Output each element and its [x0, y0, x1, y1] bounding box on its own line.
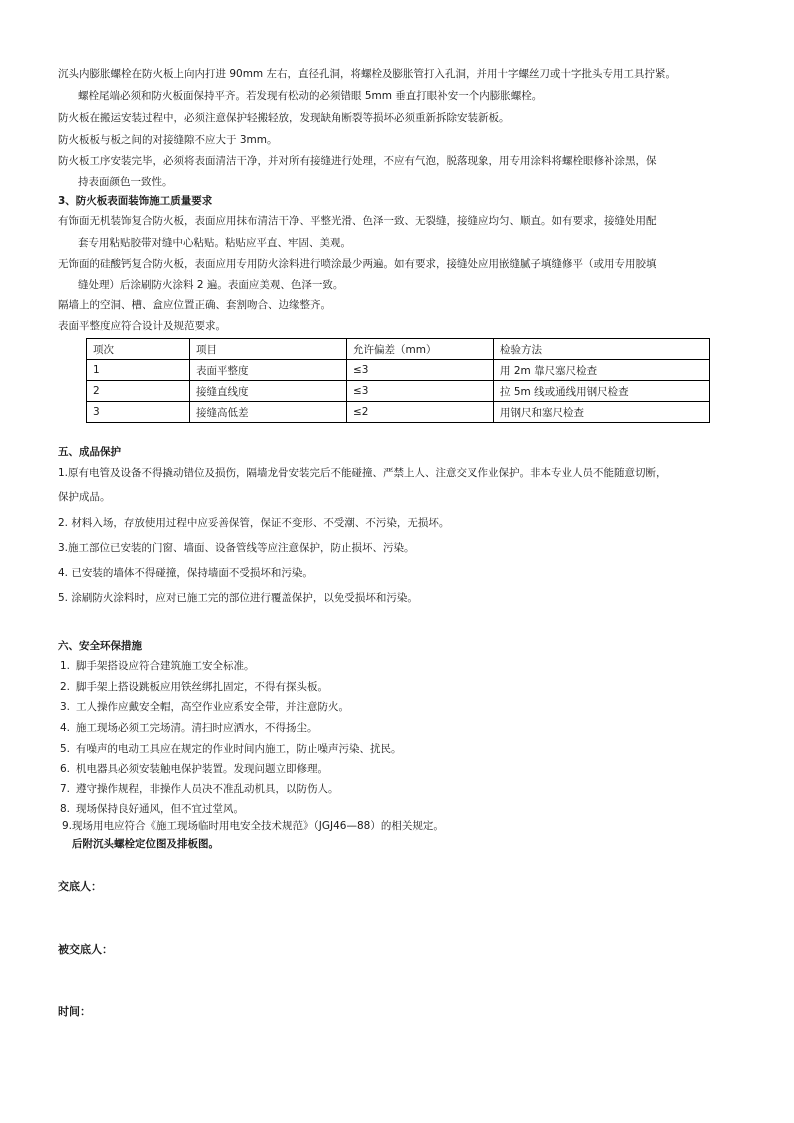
- list-item: 遵守操作规程，非操作人员决不准乱动机具，以防伤人。: [76, 783, 339, 795]
- table-header-row: [87, 339, 710, 360]
- tolerance-table: [86, 338, 710, 423]
- table-row: [87, 402, 710, 423]
- section-3-line-4: 缝处理）后涂刷防火涂料 2 遍。表面应美观、色泽一致。: [78, 279, 344, 291]
- section-3-heading: 3、防火板表面装饰施工质量要求: [58, 195, 213, 207]
- table-row: [87, 381, 710, 402]
- list-item: 机电器具必须安装触电保护装置。发现问题立即修理。: [76, 763, 328, 775]
- install-line-6: 持表面颜色一致性。: [78, 176, 173, 188]
- time-label: 时间：: [58, 1005, 91, 1018]
- install-line-2: 螺栓尾端必须和防火板面保持平齐。若发现有松动的必须错眼 5mm 垂直打眼补安一个内膨胀螺栓。: [78, 90, 543, 102]
- install-line-5: 防火板工序安装完毕，必须将表面清洁干净，并对所有接缝进行处理，不应有气泡，脱落现象，用专用涂料将螺栓眼修补涂黑，保: [58, 155, 657, 167]
- section-5-item-2: 2. 材料入场，存放使用过程中应妥善保管，保证不变形、不受潮、不污染，无损坏。: [58, 517, 450, 529]
- table-cell: ≤3: [347, 381, 494, 402]
- table-cell: 3: [87, 402, 190, 423]
- list-number: 5.: [60, 743, 71, 755]
- install-line-4: 防火板板与板之间的对接缝隙不应大于 3mm。: [58, 134, 278, 146]
- section-5-item-1: 1.原有电管及设备不得撬动错位及损伤，隔墙龙骨安装完后不能碰撞、严禁上人、注意交叉作业保护。非本专业人员不能随意切断，: [58, 467, 667, 479]
- section-5-heading: 五、成品保护: [58, 446, 121, 458]
- table-header-cell: 允许偏差（mm）: [347, 339, 494, 360]
- list-item: 脚手架搭设应符合建筑施工安全标准。: [76, 660, 255, 672]
- table-header-cell: 检验方法: [494, 339, 710, 360]
- table-cell: 接缝高低差: [190, 402, 347, 423]
- table-cell: 接缝直线度: [190, 381, 347, 402]
- list-item: 现场保持良好通风，但不宜过堂风。: [76, 803, 244, 815]
- table-header-cell: 项次: [87, 339, 190, 360]
- table-cell: ≤2: [347, 402, 494, 423]
- section-6-heading: 六、安全环保措施: [58, 640, 142, 652]
- list-item: 工人操作应戴安全帽，高空作业应系安全带，并注意防火。: [76, 701, 349, 713]
- table-cell: 表面平整度: [190, 360, 347, 381]
- install-line-3: 防火板在搬运安装过程中，必须注意保护轻搬轻放，发现缺角断裂等损坏必须重新拆除安装新板。: [58, 112, 510, 124]
- list-item: 脚手架上搭设跳板应用铁丝绑扎固定，不得有探头板。: [76, 681, 328, 693]
- section-3-line-1: 有饰面无机装饰复合防火板，表面应用抹布清洁干净、平整光滑、色泽一致、无裂缝，接缝应均匀、顺直。如有要求，接缝处用配: [58, 215, 657, 227]
- table-row: [87, 360, 710, 381]
- section-5-item-3: 3.施工部位已安装的门窗、墙面、设备管线等应注意保护，防止损坏、污染。: [58, 542, 415, 554]
- section-3-line-5: 隔墙上的空洞、槽、盒应位置正确、套割吻合、边缘整齐。: [58, 299, 331, 311]
- table-cell: ≤3: [347, 360, 494, 381]
- list-item: 有噪声的电动工具应在规定的作业时间内施工，防止噪声污染、扰民。: [76, 743, 402, 755]
- table-cell: 用 2m 靠尺塞尺检查: [494, 360, 710, 381]
- section-3-line-2: 套专用粘贴胶带对缝中心粘贴。粘贴应平直、牢固、美观。: [78, 237, 351, 249]
- section-5-item-5: 5. 涂刷防火涂料时，应对已施工完的部位进行覆盖保护，以免受损坏和污染。: [58, 592, 418, 604]
- section-3-line-6: 表面平整度应符合设计及规范要求。: [58, 320, 226, 332]
- handover-person-label: 交底人：: [58, 880, 102, 893]
- section-5-item-4: 4. 已安装的墙体不得碰撞，保持墙面不受损坏和污染。: [58, 567, 313, 579]
- list-number: 2.: [60, 681, 71, 693]
- table-header-cell: 项目: [190, 339, 347, 360]
- attachment-note: 后附沉头螺栓定位图及排板图。: [72, 838, 219, 850]
- list-number: 6.: [60, 763, 71, 775]
- list-number: 4.: [60, 722, 71, 734]
- list-number: 3.: [60, 701, 71, 713]
- section-5-item-1-cont: 保护成品。: [58, 491, 111, 503]
- section-3-line-3: 无饰面的硅酸钙复合防火板，表面应用专用防火涂料进行喷涂最少两遍。如有要求，接缝处应用嵌缝腻子填缝修平（或用专用胶填: [58, 258, 657, 270]
- list-item: 施工现场必须工完场清。清扫时应洒水，不得扬尘。: [76, 722, 318, 734]
- list-number: 7.: [60, 783, 71, 795]
- table-cell: 2: [87, 381, 190, 402]
- table-cell: 用钢尺和塞尺检查: [494, 402, 710, 423]
- list-number: 8.: [60, 803, 71, 815]
- table-cell: 1: [87, 360, 190, 381]
- section-6-item-9: 9.现场用电应符合《施工现场临时用电安全技术规范》（JGJ46—88）的相关规定。: [62, 820, 444, 832]
- table-cell: 拉 5m 线或通线用钢尺检查: [494, 381, 710, 402]
- receiver-label: 被交底人：: [58, 943, 113, 956]
- list-number: 1.: [60, 660, 71, 672]
- install-line-1: 沉头内膨胀螺栓在防火板上向内打进 90mm 左右，直径孔洞，将螺栓及膨胀管打入孔洞，并用十字螺丝刀或十字批头专用工具拧紧。: [58, 68, 676, 80]
